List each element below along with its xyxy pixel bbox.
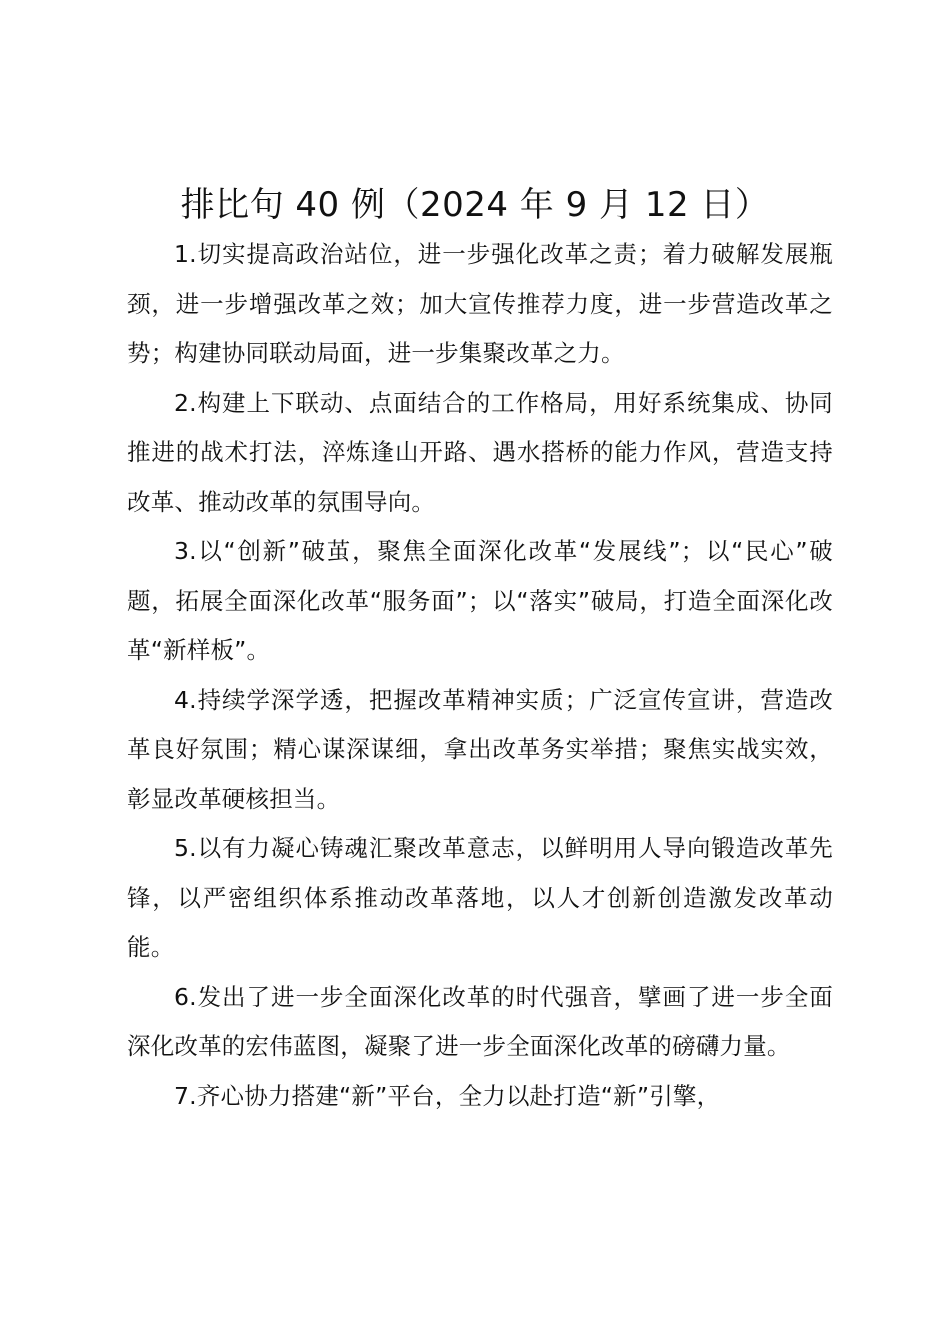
paragraph-4: 4.持续学深学透，把握改革精神实质；广泛宣传宣讲，营造改革良好氛围；精心谋深谋细，拿出改革务实举措；聚焦实战实效，彰显改革硬核担当。 — [127, 685, 833, 813]
paragraph-7: 7.齐心协力搭建“新”平台，全力以赴打造“新”引擎， — [174, 1081, 721, 1110]
paragraph-2: 2.构建上下联动、点面结合的工作格局，用好系统集成、协同推进的战术打法，淬炼逢山开路、遇水搭桥的能力作风，营造支持改革、推动改革的氛围导向。 — [127, 388, 833, 516]
paragraph-5: 5.以有力凝心铸魂汇聚改革意志，以鲜明用人导向锻造改革先锋，以严密组织体系推动改革落地，以人才创新创造激发改革动能。 — [127, 834, 833, 961]
paragraph-1: 1.切实提高政治站位，进一步强化改革之责；着力破解发展瓶颈，进一步增强改革之效；加大宣传推荐力度，进一步营造改革之势；构建协同联动局面，进一步集聚改革之力。 — [127, 240, 833, 367]
document-title: 排比句 40 例（2024 年 9 月 12 日） — [180, 185, 770, 225]
paragraph-3: 3.以“创新”破茧，聚焦全面深化改革“发展线”；以“民心”破题，拓展全面深化改革“服务面”；以“落实”破局，打造全面深化改革“新样板”。 — [127, 537, 833, 664]
paragraph-6: 6.发出了进一步全面深化改革的时代强音，擘画了进一步全面深化改革的宏伟蓝图，凝聚了进一步全面深化改革的磅礴力量。 — [127, 982, 833, 1060]
document-body — [127, 230, 833, 1121]
